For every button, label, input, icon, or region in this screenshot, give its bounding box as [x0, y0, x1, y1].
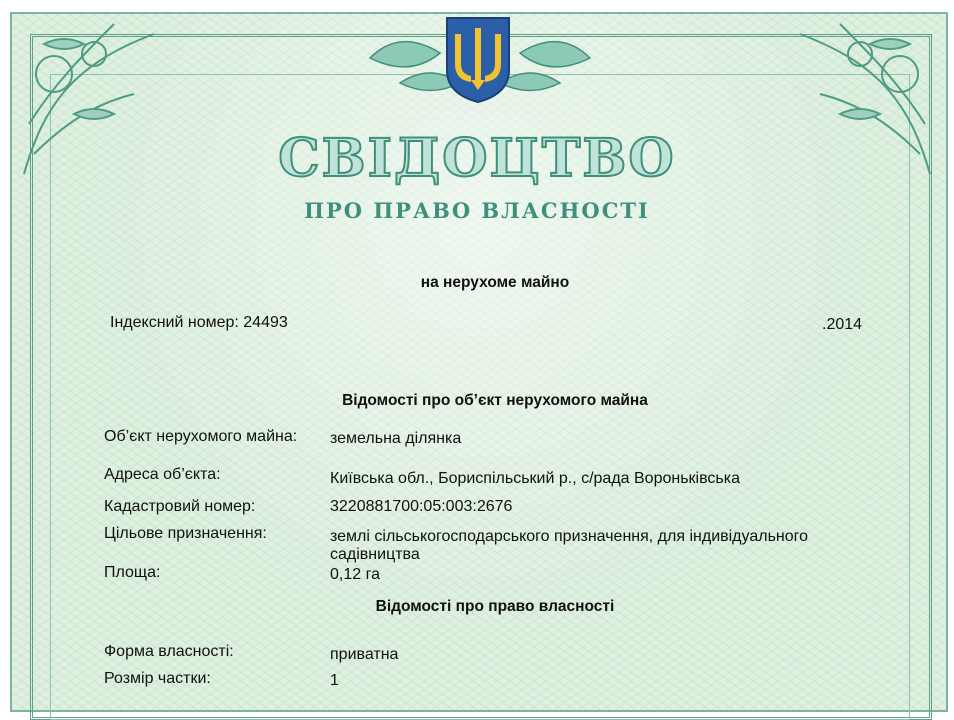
purpose-label: Цільове призначення: [104, 525, 267, 542]
ownership-form-label: Форма власності: [104, 643, 234, 660]
purpose-value: землі сільськогосподарського призначення, для індивідуального садівництва [330, 528, 809, 563]
issue-date: .2014 [822, 316, 863, 333]
cadastral-number-label: Кадастровий номер: [104, 498, 256, 515]
ownership-section-heading: Відомості про право власності [375, 598, 615, 615]
area-value: 0,12 га [330, 566, 380, 583]
cadastral-number-value: 3220881700:05:003:2676 [330, 498, 513, 515]
certificate-title: СВІДОЦТВО [278, 128, 676, 189]
area-label: Площа: [104, 564, 161, 581]
ownership-form-value: приватна [330, 646, 399, 663]
object-type-value: земельна ділянка [330, 430, 462, 447]
index-label: Індексний номер: [110, 314, 239, 331]
object-type-label: Об’єкт нерухомого майна: [104, 428, 298, 445]
index-number-label [110, 314, 288, 332]
address-value: Київська обл., Бориспільський р., с/рада Вороньківська [330, 470, 741, 487]
address-label: Адреса об’єкта: [104, 466, 221, 483]
coat-of-arms-trident-icon [441, 14, 515, 104]
certificate-subtitle: ПРО ПРАВО ВЛАСНОСТІ [304, 198, 650, 223]
share-size-label: Розмір частки: [104, 670, 211, 687]
index-value: 24493 [243, 314, 288, 331]
share-size-value: 1 [330, 672, 339, 689]
property-kind-heading: на нерухоме майно [420, 274, 570, 291]
object-section-heading: Відомості про об’єкт нерухомого майна [342, 392, 648, 409]
